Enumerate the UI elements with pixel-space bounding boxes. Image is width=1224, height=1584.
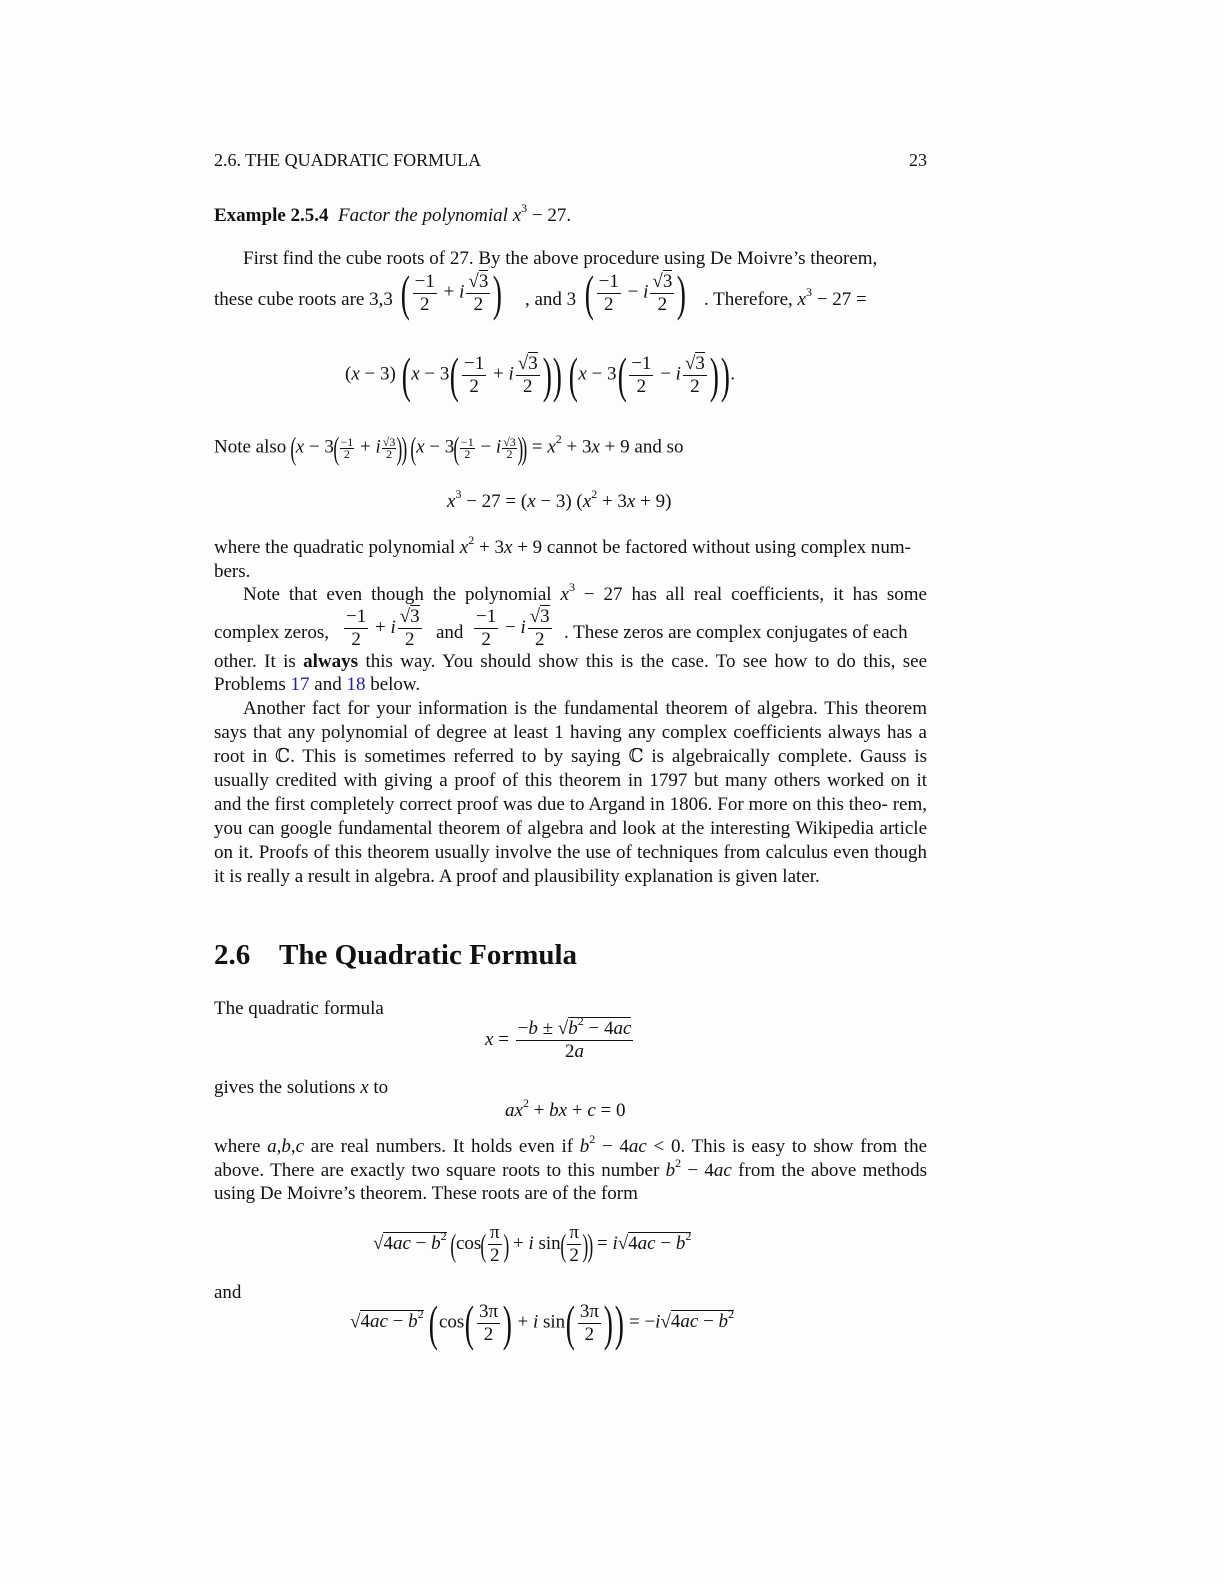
quadratic-formula-lead: The quadratic formula <box>214 998 384 1019</box>
paragraph-cube-roots-line1: First find the cube roots of 27. By the above procedure using De Moivre’s theorem, <box>243 248 878 269</box>
factored-cubic: $x^3 - 27 = (x - 3) (x^2 + 3x + 9)$ <box>447 486 672 512</box>
and-label: and <box>214 1282 242 1303</box>
cube-root-3: ( $\frac{-1}{2}$ − i $\frac{√3}{2}$ ) <box>584 265 687 321</box>
paragraph-conjugates-line1: Note that even though the polynomial $x^3 - 27$ has all real coefficients, it has some <box>243 579 927 605</box>
section-title: The Quadratic Formula <box>279 939 578 971</box>
root-display-1: $√4ac - b^2$ (cos( $\frac{\pi}{2}$ ) + i sin( $\frac{\pi}{2}$ )) = $i√4ac - b^2$ <box>373 1222 692 1266</box>
paragraph-conjugates-line4: Problems 17 and 18 below. <box>214 674 421 695</box>
cube-root-2: ( $\frac{-1}{2}$ + i $\frac{√3}{2}$ ) <box>400 265 503 321</box>
factorization-display: (x − 3) (x − 3( $\frac{-1}{2}$ + i $\frac{√3}{2}$ )) (x − 3( $\frac{-1}{2}$ − i $\frac{√3}{2}$ )). <box>345 347 735 403</box>
page-number: 23 <box>909 150 927 170</box>
section-heading <box>214 939 578 971</box>
paragraph-fundamental-theorem: Another fact for your information is the fundamental theorem of algebra. This theorem says that any polynomial of degree at least 1 having any complex coefficients always has a root in ℂ. This is sometimes referred to by saying ℂ is algebraically complete. Gauss is usually credited with giving a proof of this theorem in 1797 but many others worked on it and the first completely correct proof was due to Argand in 1806. For more on this theo- rem, you can google fundamental theorem of algebra and look at the interesting Wikipedia article on it. Proofs of this theorem usually involve the use of techniques from calculus even though it is really a result in algebra. A proof and plausibility explanation is given later. <box>214 698 927 887</box>
problem-18-link[interactable]: 18 <box>346 674 366 695</box>
paragraph-conjugates-line3: other. It is always this way. You should show this is the case. To see how to do this, see <box>214 651 928 672</box>
gives-solutions-line: gives the solutions x to <box>214 1077 389 1098</box>
quadratic-equation: $ax^2$ + bx + c = 0 <box>505 1095 626 1121</box>
example-label: Example 2.5.4 <box>214 205 329 226</box>
paragraph-conjugates-line2: complex zeros, $\frac{-1}{2}$ + i $\frac{√3}{2}$ and $\frac{-1}{2}$ − i $\frac{√3}{2}$ . These zeros are complex conjugates of each <box>214 606 908 650</box>
paragraph-quadratic-irreducible: where the quadratic polynomial $x^2 + 3x + 9$ cannot be factored without using complex num- bers. <box>214 532 911 582</box>
example-statement: Example 2.5.4 Factor the polynomial $x^3 - 27$. <box>214 200 572 226</box>
paragraph-real-numbers-line1: where a,b,c are real numbers. It holds even if $b^2 - 4ac < 0$. This is easy to show from the <box>214 1131 928 1157</box>
note-also-line: Note also (x − 3( $\frac{-1}{2}$ + i $\frac{√3}{2}$ )) (x − 3( $\frac{-1}{2}$ − i $\frac{√3}{2}$ )) = $x^2 + 3x + 9$ and so <box>214 430 684 466</box>
paragraph-real-numbers-line3: using De Moivre’s theorem. These roots are of the form <box>214 1183 638 1204</box>
running-header <box>214 148 927 172</box>
problem-17-link[interactable]: 17 <box>290 674 310 695</box>
section-number: 2.6 <box>214 939 251 971</box>
paragraph-cube-roots-line2: these cube roots are 3,3 ( $\frac{-1}{2}$ + i $\frac{√3}{2}$ ) , and 3 ( $\frac{-1}{2}$ − i $\frac{√3}{2}$ ) . Therefore, $x^3 - 27$ = <box>214 265 867 321</box>
root-display-2: $√4ac - b^2$ (cos( $\frac{3\pi}{2}$ ) + i sin( $\frac{3\pi}{2}$ )) = $-i√4ac - b^2$ <box>350 1295 735 1351</box>
paragraph-real-numbers-line2: above. There are exactly two square roots to this number $b^2 - 4ac$ from the above methods <box>214 1155 927 1181</box>
quadratic-formula-display: x = $\frac{-b \pm √b^2 - 4ac}{2a}$ <box>485 1013 632 1062</box>
example-text: Factor the polynomial <box>338 205 508 226</box>
running-header-title: 2.6. THE QUADRATIC FORMULA <box>214 150 482 170</box>
